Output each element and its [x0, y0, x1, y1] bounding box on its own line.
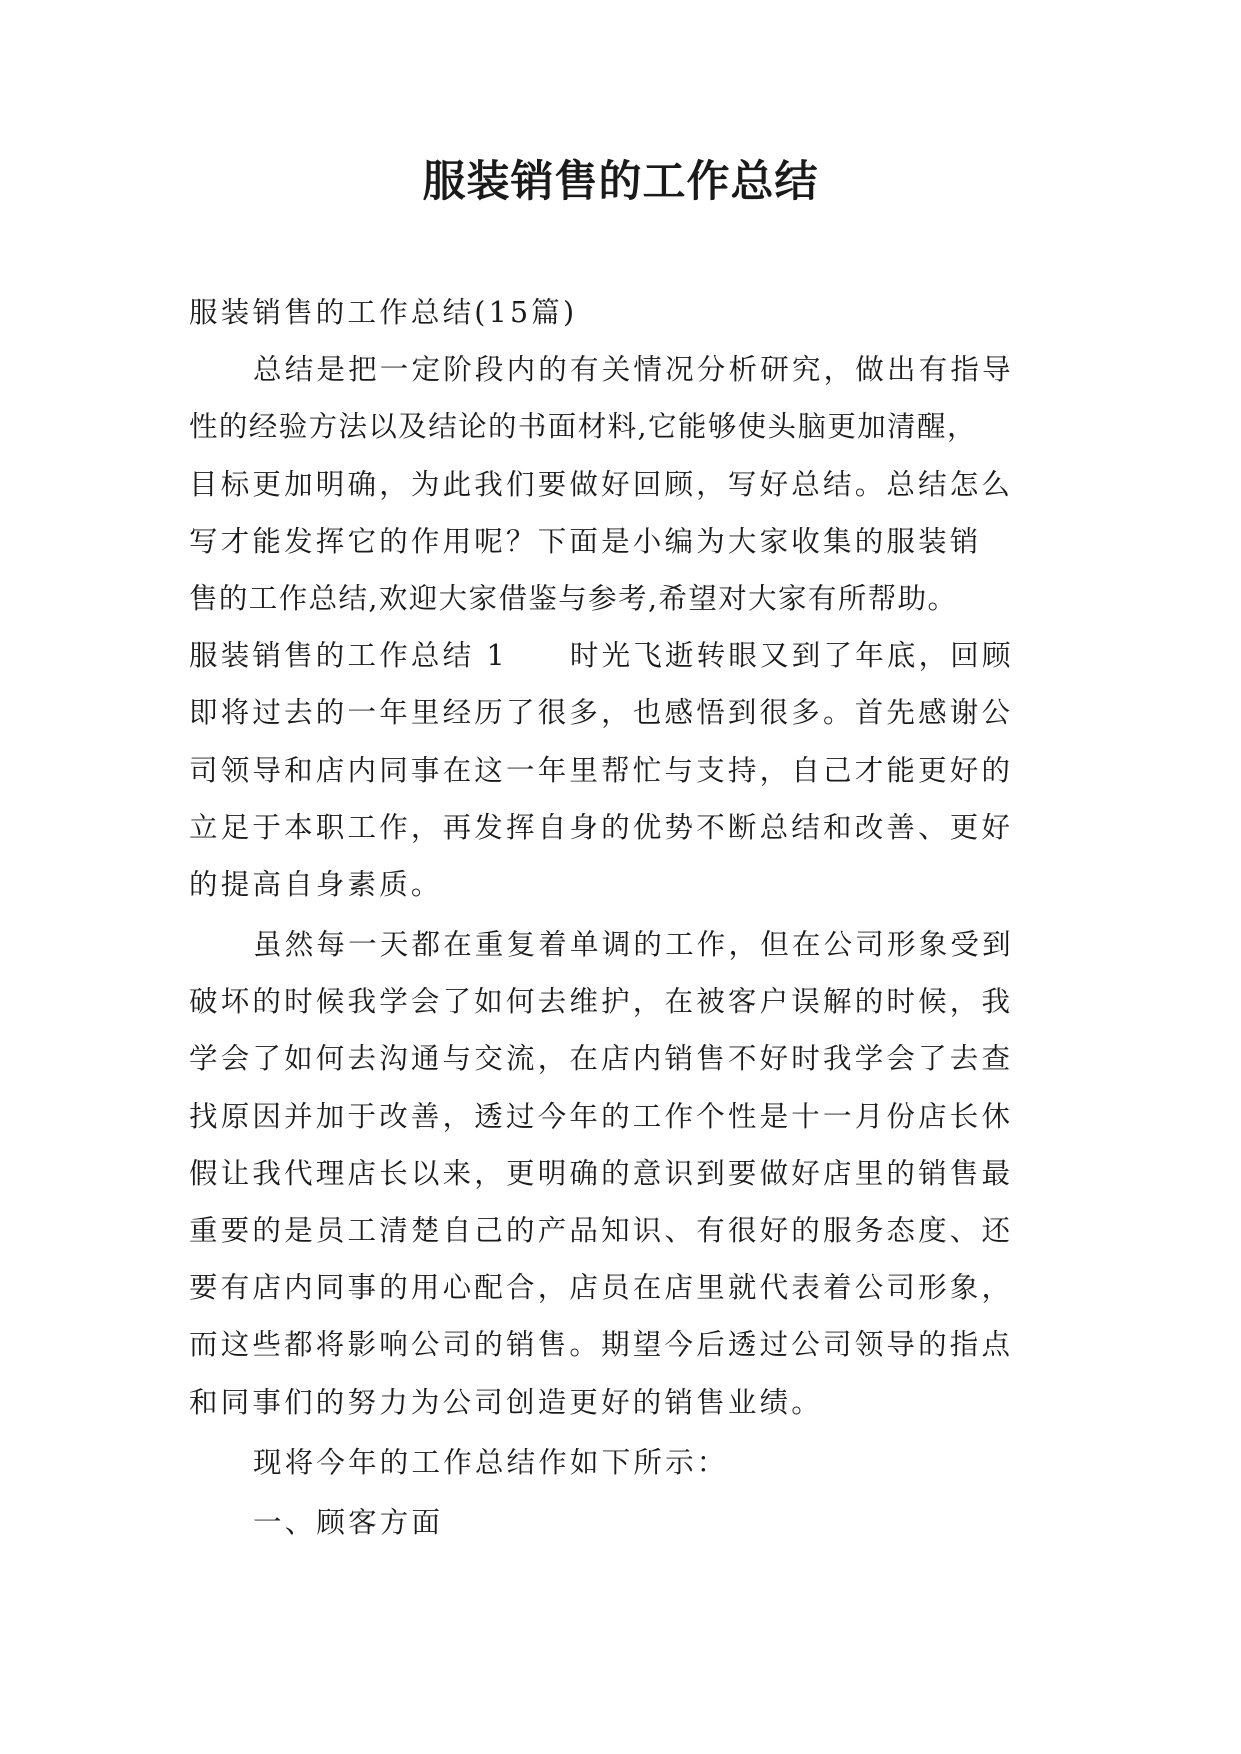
paragraph-line: 虽然每一天都在重复着单调的工作，但在公司形象受到	[253, 928, 1014, 962]
paragraph-line: 假让我代理店长以来，更明确的意识到要做好店里的销售最	[189, 1156, 1014, 1190]
paragraph-line: 重要的是员工清楚自己的产品知识、有很好的服务态度、还	[189, 1214, 1014, 1247]
paragraph-line: 和同事们的努力为公司创造更好的销售业绩。	[189, 1385, 824, 1419]
document-title: 服装销售的工作总结	[422, 157, 819, 207]
paragraph-line: 学会了如何去沟通与交流，在店内销售不好时我学会了去查	[189, 1042, 1014, 1076]
paragraph-line: 售的工作总结,欢迎大家借鉴与参考,希望对大家有所帮助。	[189, 581, 958, 615]
paragraph-line: 破坏的时候我学会了如何去维护，在被客户误解的时候，我	[189, 985, 1014, 1019]
paragraph-line: 而这些都将影响公司的销售。期望今后透过公司领导的指点	[189, 1328, 1014, 1362]
paragraph-text: 时光飞逝转眼又到了年底，回顾	[569, 639, 1014, 673]
list-heading: 一、顾客方面	[253, 1505, 444, 1539]
paragraph-line: 找原因并加于改善，透过今年的工作个性是十一月份店长休	[189, 1099, 1014, 1133]
paragraph-line: 即将过去的一年里经历了很多，也感悟到很多。首先感谢公	[189, 696, 1014, 730]
paragraph-line: 写才能发挥它的作用呢？下面是小编为大家收集的服装销	[189, 524, 982, 558]
section-heading-line	[189, 627, 1059, 684]
paragraph-line: 目标更加明确，为此我们要做好回顾，写好总结。总结怎么	[189, 467, 1014, 501]
paragraph-line: 要有店内同事的用心配合，店员在店里就代表着公司形象，	[189, 1271, 1014, 1305]
subtitle-line: 服装销售的工作总结(15篇)	[189, 296, 578, 329]
paragraph-line: 司领导和店内同事在这一年里帮忙与支持，自己才能更好的	[189, 753, 1014, 787]
paragraph-line: 现将今年的工作总结作如下所示：	[253, 1445, 729, 1479]
paragraph-line: 总结是把一定阶段内的有关情况分析研究，做出有指导	[253, 353, 1014, 387]
paragraph-line: 性的经验方法以及结论的书面材料,它能够使头脑更加清醒，	[189, 410, 977, 444]
paragraph-line: 立足于本职工作，再发挥自身的优势不断总结和改善、更好	[189, 810, 1014, 844]
paragraph-line: 的提高自身素质。	[189, 867, 443, 901]
section-heading: 服装销售的工作总结 1	[189, 639, 508, 673]
document-body	[189, 284, 1059, 1551]
